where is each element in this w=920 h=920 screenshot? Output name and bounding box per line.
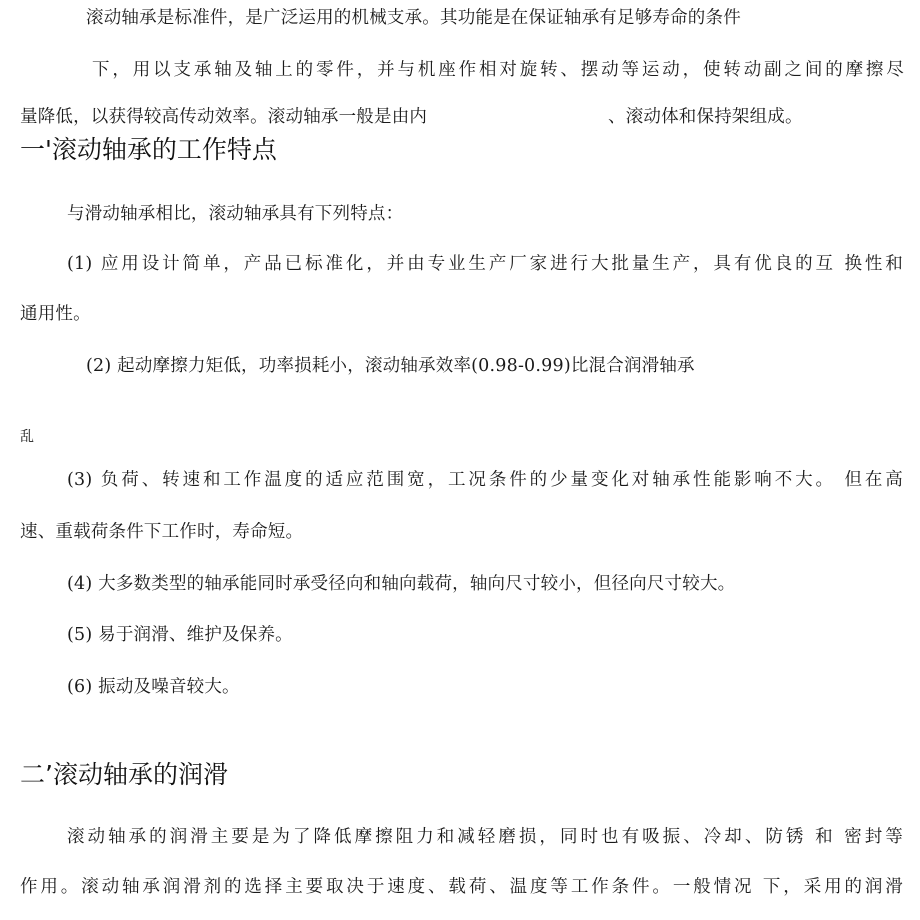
- item-3-line-1: (3) 负荷、转速和工作温度的适应范围宽，工况条件的少量变化对轴承性能影响不大。 但在高: [67, 470, 903, 490]
- section-2-para-line-1: 滚动轴承的润滑主要是为了降低摩擦阻力和减轻磨损，同时也有吸振、冷却、防锈 和 密封等: [67, 827, 903, 847]
- item-2-line-1: (2) 起动摩擦力矩低，功率损耗小，滚动轴承效率(0.98-0.99)比混合润滑轴承: [86, 356, 695, 376]
- intro-line-1: 滚动轴承是标准件，是广泛运用的机械支承。其功能是在保证轴承有足够寿命的条件: [86, 8, 741, 28]
- item-5: (5) 易于润滑、维护及保养。: [67, 625, 293, 645]
- item-1-line-1: (1) 应用设计简单，产品已标准化，并由专业生产厂家进行大批量生产，具有优良的互 换性和: [67, 254, 903, 274]
- section-2-para-line-2: 作用。滚动轴承润滑剂的选择主要取决于速度、载荷、温度等工作条件。一般情况 下，采用的润滑: [20, 877, 903, 897]
- section-1-lead: 与滑动轴承相比，滚动轴承具有下列特点：: [67, 204, 404, 224]
- section-2-heading: 二’滚动轴承的润滑: [20, 760, 228, 789]
- intro-line-3a: 量降低，以获得较高传动效率。滚动轴承一般是由内: [20, 107, 428, 127]
- section-1-heading: 一'滚动轴承的工作特点: [20, 135, 277, 164]
- item-1-line-2: 通用性。: [20, 304, 91, 324]
- intro-line-3b: 、滚动体和保持架组成。: [608, 107, 803, 127]
- item-4: (4) 大多数类型的轴承能同时承受径向和轴向载荷，轴向尺寸较小，但径向尺寸较大。: [67, 574, 736, 594]
- item-3-line-2: 速、重载荷条件下工作时，寿命短。: [20, 522, 304, 542]
- intro-line-2: 下，用以支承轴及轴上的零件，并与机座作相对旋转、摆动等运动，使转动副之间的摩擦尽: [92, 60, 904, 80]
- item-2-fragment: 乱: [20, 429, 35, 445]
- item-6: (6) 振动及噪音较大。: [67, 677, 240, 697]
